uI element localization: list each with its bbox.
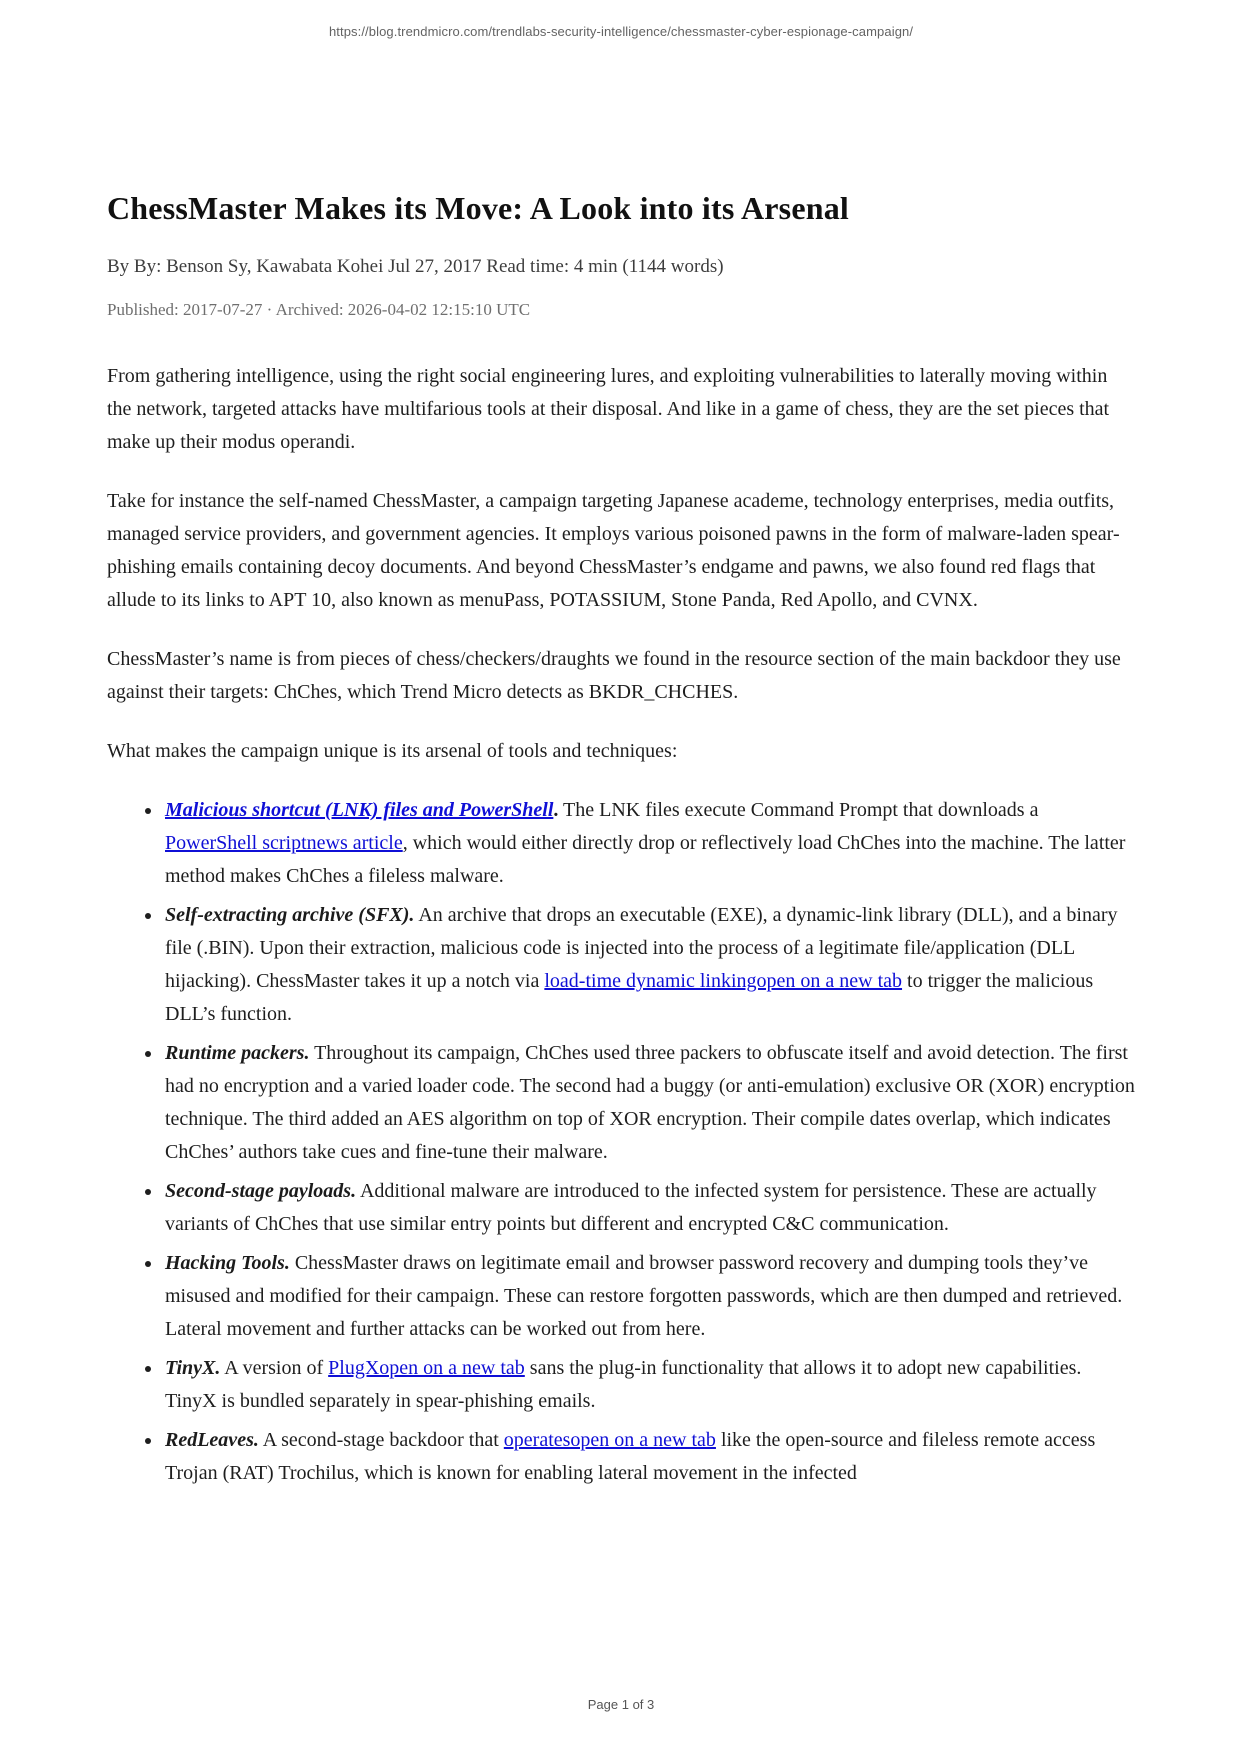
link-plugx[interactable]: PlugXopen on a new tab: [328, 1357, 525, 1379]
list-item-tinyx: [163, 1352, 1135, 1418]
list-item-text: , which would either directly drop or reflectively load ChChes into the machine. The latter method makes ChChes a fileless malware.: [165, 832, 1126, 887]
list-item-text: A version of: [220, 1357, 329, 1379]
paragraph-list-intro: What makes the campaign unique is its arsenal of tools and techniques:: [107, 740, 678, 762]
article-byline: By By: Benson Sy, Kawabata Kohei Jul 27, 2017 Read time: 4 min (1144 words): [107, 256, 724, 277]
print-header-url: https://blog.trendmicro.com/trendlabs-security-intelligence/chessmaster-cyber-espionage-campaign/: [328, 24, 914, 39]
list-item-lnk-powershell: [163, 794, 1135, 893]
list-item-lead: Second-stage payloads.: [165, 1180, 357, 1202]
list-item-text: Additional malware are introduced to the infected system for persistence. These are actually variants of ChChes that use similar entry points but different and encrypted C&C communication.: [165, 1180, 1097, 1235]
list-item-lead: RedLeaves.: [165, 1429, 259, 1451]
article-title: ChessMaster Makes its Move: A Look into its Arsenal: [107, 190, 850, 226]
list-item-second-stage-payloads: [163, 1175, 1135, 1241]
link-malicious-lnk-powershell[interactable]: Malicious shortcut (LNK) files and PowerShell: [165, 799, 554, 821]
paragraph-chessmaster-name: ChessMaster’s name is from pieces of chess/checkers/draughts we found in the resource section of the main backdoor they use against their targets: ChChes, which Trend Micro detects as BKDR_CHCHES.: [107, 648, 1121, 703]
list-item-hacking-tools: [163, 1247, 1135, 1346]
list-item-text: Throughout its campaign, ChChes used three packers to obfuscate itself and avoid detection. The first had no encryption and a varied loader code. The second had a buggy (or anti-emulation) exclusive OR (XOR) encryption technique. The third added an AES algorithm on top of XOR encryption. Their compile dates overlap, which indicates ChChes’ authors take cues and fine-tune their malware.: [165, 1042, 1135, 1163]
list-item-text: An archive that drops an executable (EXE), a dynamic-link library (DLL), and a binary file (.BIN). Upon their extraction, malicious code is injected into the process of a legitimate file/application (DLL hijacking). ChessMaster takes it up a notch via: [165, 904, 1118, 992]
print-footer: [0, 1697, 1242, 1712]
page-number: Page 1 of 3: [587, 1697, 655, 1712]
list-item-lead: Self-extracting archive (SFX).: [165, 904, 415, 926]
list-item-lead-period: .: [553, 799, 559, 821]
list-item-lead: Runtime packers.: [165, 1042, 310, 1064]
list-item-text: like the open-source and fileless remote access Trojan (RAT) Trochilus, which is known for enabling lateral movement in the infected: [165, 1429, 1096, 1484]
list-item-runtime-packers: [163, 1037, 1135, 1169]
link-powershell-script-article[interactable]: PowerShell scriptnews article: [165, 832, 403, 854]
paragraph-chessmaster-campaign: Take for instance the self-named ChessMaster, a campaign targeting Japanese academe, technology enterprises, media outfits, managed service providers, and government agencies. It employs various poisoned pawns in the form of malware-laden spear-phishing emails containing decoy documents. And beyond ChessMaster’s endgame and pawns, we also found red flags that allude to its links to APT 10, also known as menuPass, POTASSIUM, Stone Panda, Red Apollo, and CVNX.: [107, 490, 1120, 611]
list-item-text: A second-stage backdoor that: [258, 1429, 504, 1451]
article-published-meta: Published: 2017-07-27 · Archived: 2026-04-02 12:15:10 UTC: [107, 300, 531, 319]
paragraph-intro: From gathering intelligence, using the right social engineering lures, and exploiting vulnerabilities to laterally moving within the network, targeted attacks have multifarious tools at their disposal. And like in a game of chess, they are the set pieces that make up their modus operandi.: [107, 365, 1110, 453]
list-item-text: sans the plug-in functionality that allows it to adopt new capabilities. TinyX is bundled separately in spear-phishing emails.: [165, 1357, 1082, 1412]
list-item-lead: TinyX.: [165, 1357, 221, 1379]
list-item-lead: Hacking Tools.: [165, 1252, 290, 1274]
list-item-text: The LNK files execute Command Prompt that downloads a: [558, 799, 1039, 821]
link-load-time-dynamic-linking[interactable]: load-time dynamic linkingopen on a new tab: [544, 970, 903, 992]
list-item-redleaves: [163, 1424, 1135, 1490]
list-item-sfx: [163, 899, 1135, 1031]
tools-list: [107, 794, 1135, 1490]
list-item-text: to trigger the malicious DLL’s function.: [165, 970, 1094, 1025]
print-header: [0, 24, 1242, 39]
list-item-text: ChessMaster draws on legitimate email and browser password recovery and dumping tools they’ve misused and modified for their campaign. These can restore forgotten passwords, which are then dumped and retrieved. Lateral movement and further attacks can be worked out from here.: [165, 1252, 1123, 1340]
link-redleaves-operates[interactable]: operatesopen on a new tab: [503, 1429, 716, 1451]
